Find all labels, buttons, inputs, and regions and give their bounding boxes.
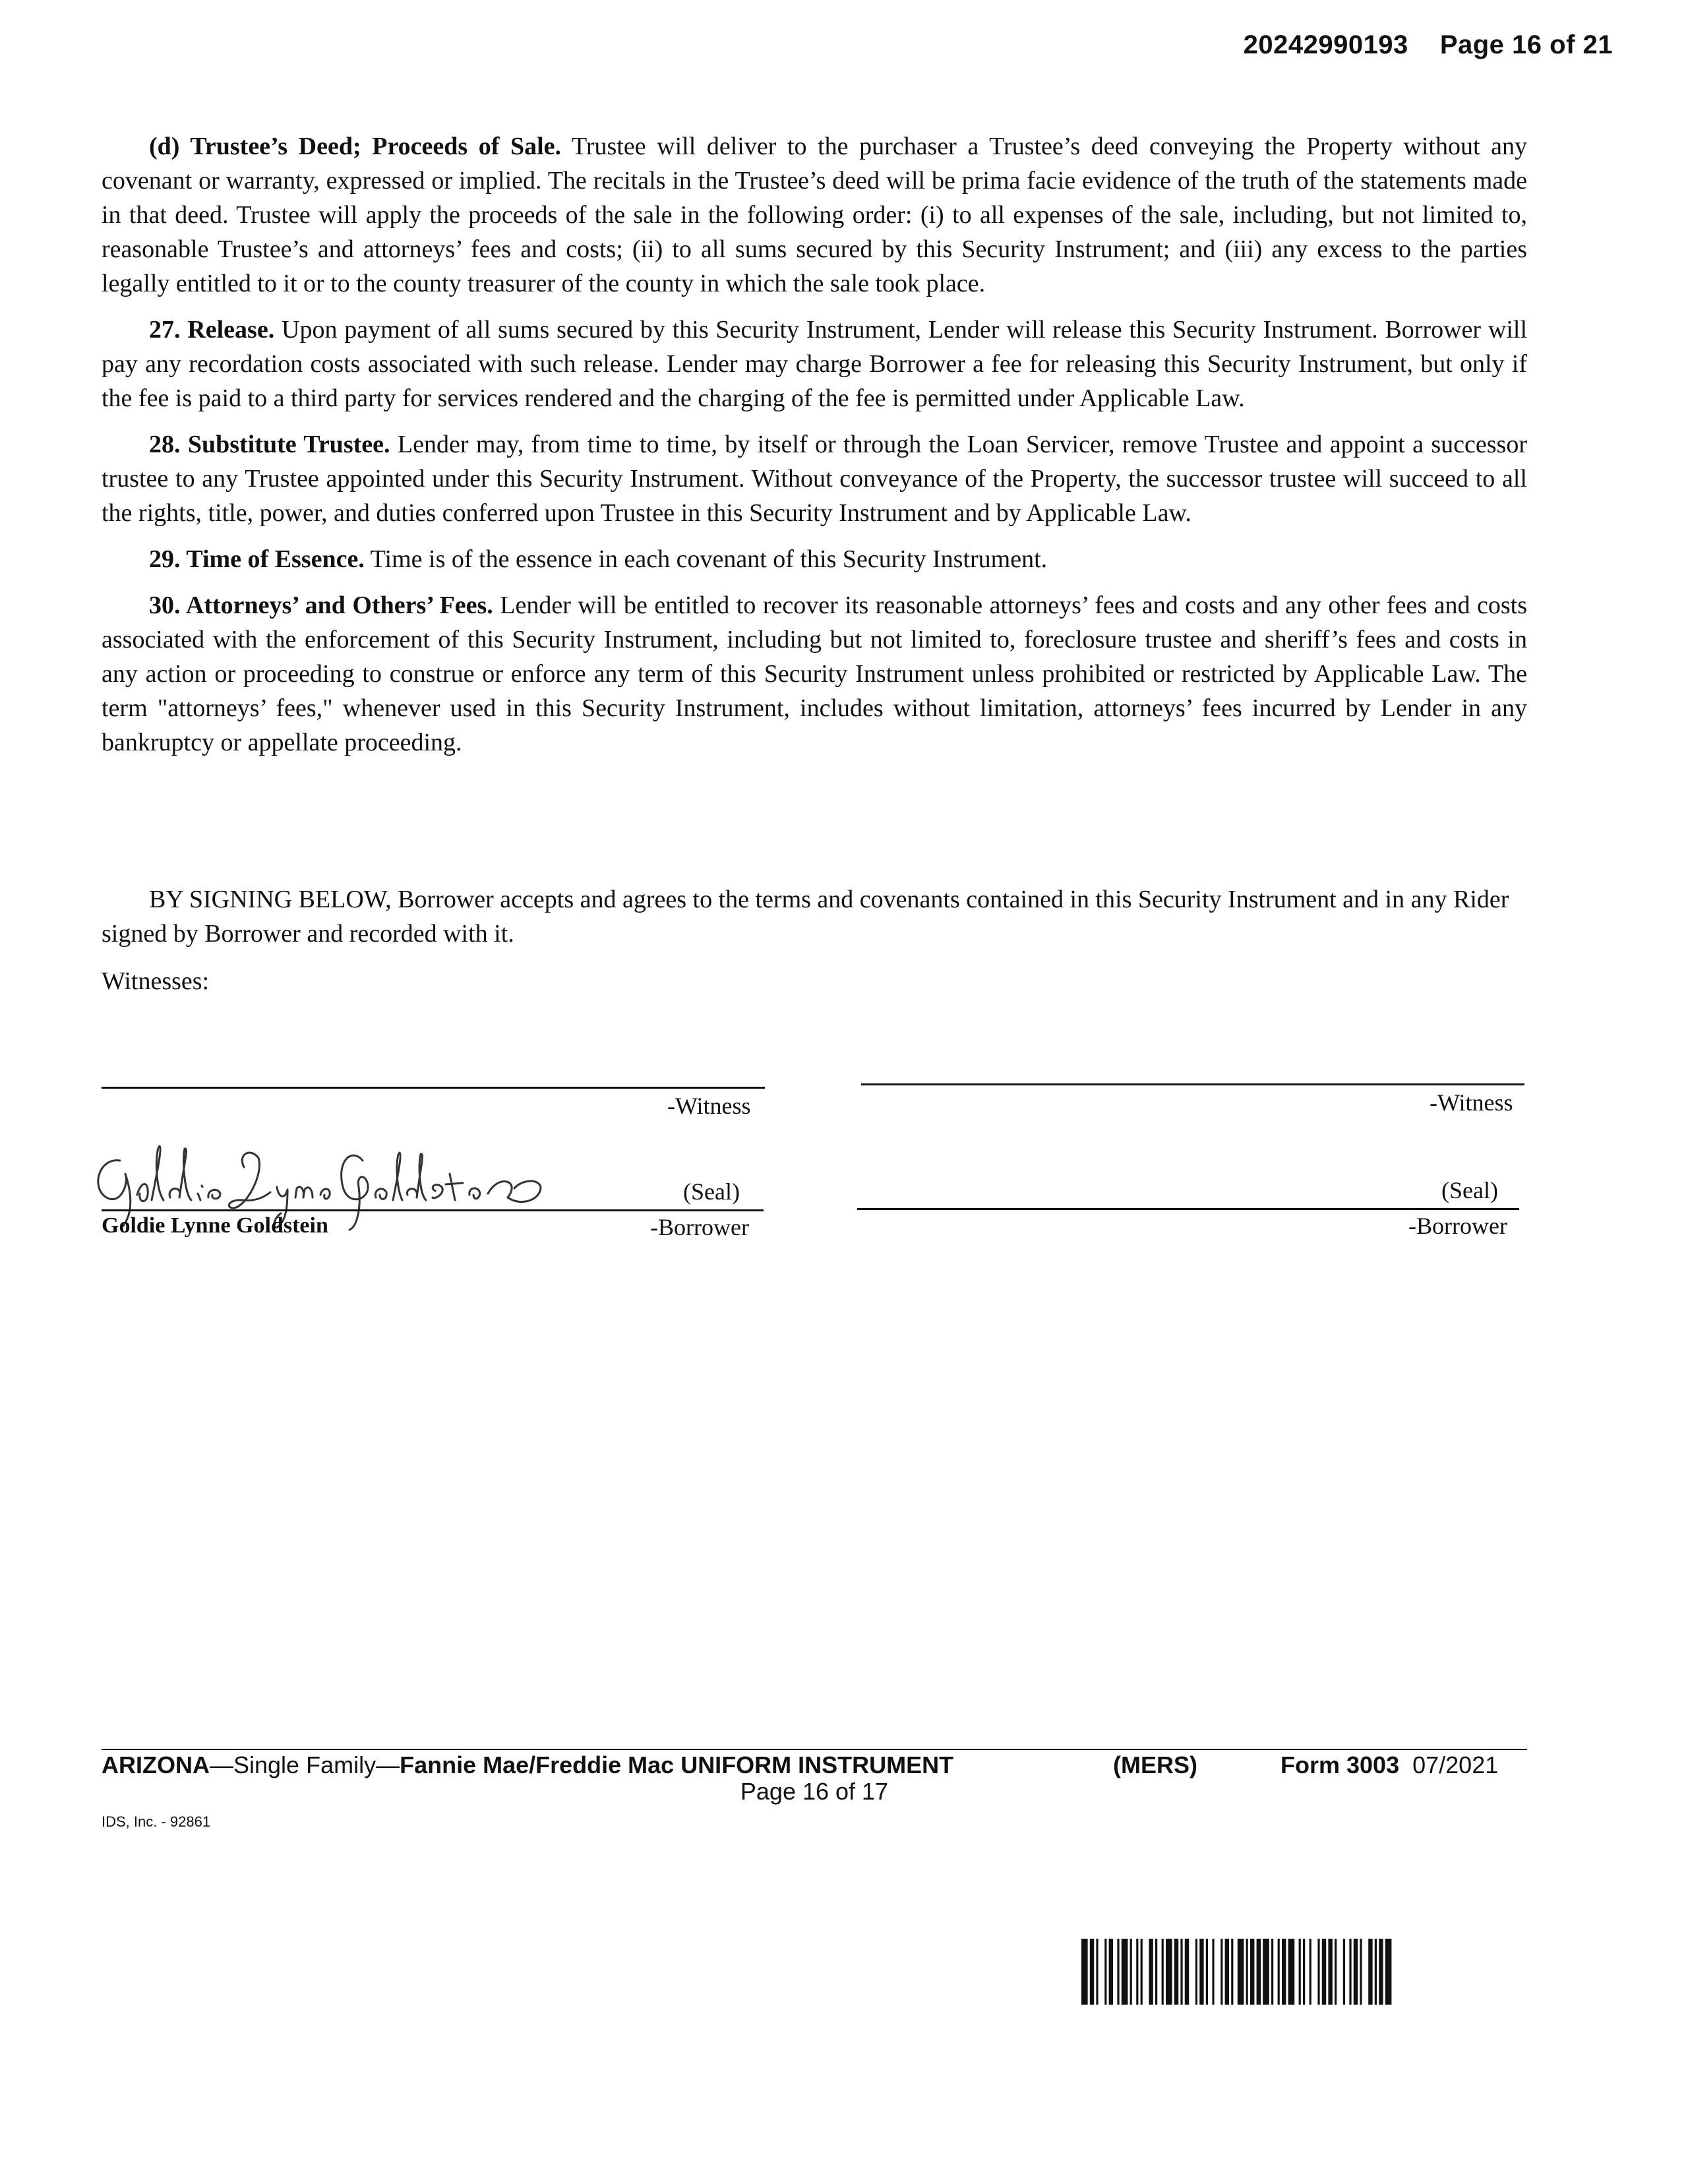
borrower-label-left: -Borrower — [650, 1214, 749, 1240]
seal-label-right: (Seal) — [1441, 1177, 1498, 1203]
recording-header — [1244, 30, 1613, 60]
paragraph-time-of-essence — [102, 542, 1527, 576]
paragraph-text: Lender will be entitled to recover its reasonable attorneys’ fees and costs and any other fees and costs associated with the enforcement of this Security Instrument, including but not limited to, foreclosure trustee and sheriff’s fees and costs in any action or proceeding to construe or enforce any term of this Security Instrument unless prohibited or restricted by Applicable Law. The term "attorneys’ fees," whenever used in this Security Instrument, includes without limitation, attorneys’ fees incurred by Lender in any bankruptcy or appellate proceeding. — [102, 592, 1528, 756]
barcode-bar — [1317, 1939, 1319, 2005]
footer-form-text: Form 3003 — [1281, 1751, 1400, 1778]
borrower-label-right: -Borrower — [1408, 1213, 1507, 1239]
barcode-bar — [1349, 1939, 1351, 2005]
footer-form-number — [1281, 1751, 1498, 1779]
footer-form-title — [102, 1751, 953, 1779]
seal-label-left: (Seal) — [683, 1178, 740, 1205]
barcode-bar — [1360, 1939, 1362, 2005]
barcode-bar — [1155, 1939, 1157, 2005]
barcode-bar — [1379, 1939, 1383, 2005]
footer-ids: IDS, Inc. - 92861 — [102, 1813, 211, 1830]
barcode-bar — [1322, 1939, 1326, 2005]
barcode-bar — [1174, 1939, 1178, 2005]
barcode-bar — [1328, 1939, 1332, 2005]
barcode-bar — [1117, 1939, 1119, 2005]
barcode-bar — [1299, 1939, 1301, 2005]
footer-rule — [102, 1749, 1527, 1750]
barcode-bar — [1136, 1939, 1138, 2005]
barcode-bar — [1231, 1939, 1233, 2005]
paragraph-text: Time is of the essence in each covenant of this Security Instrument. — [364, 545, 1048, 573]
barcode-bar — [1149, 1939, 1153, 2005]
witness-signature-line-left[interactable] — [102, 1087, 765, 1089]
footer-state: ARIZONA — [102, 1751, 210, 1778]
footer-mers — [1113, 1751, 1197, 1779]
signing-statement — [102, 882, 1527, 951]
barcode-bar — [1166, 1939, 1172, 2005]
barcode-bar — [1199, 1939, 1203, 2005]
witnesses-label: Witnesses: — [102, 967, 210, 995]
barcode-bar — [1343, 1939, 1345, 2005]
barcode-bar — [1096, 1939, 1098, 2005]
barcode-bar — [1246, 1939, 1248, 2005]
barcode-bar — [1185, 1939, 1189, 2005]
paragraph-text: Trustee will deliver to the purchaser a Trustee’s deed conveying the Property without any covenant or warranty, expressed or implied. The recitals in the Trustee’s deed will be prima facie evidence of the truth of the statements made in that deed. Trustee will apply the proceeds of the sale in the following order: (i) to all expenses of the sale, including, but not limited to, reasonable Trustee’s and attorneys’ fees and costs; (ii) to all sums secured by this Security Instrument; and (iii) any excess to the parties legally entitled to it or to the county treasurer of the county in which the sale took place. — [102, 133, 1527, 297]
paragraph-heading: 28. Substitute Trustee. — [149, 431, 390, 458]
barcode-bar — [1310, 1939, 1311, 2005]
barcode-bar — [1122, 1939, 1128, 2005]
footer-instrument: Fannie Mae/Freddie Mac UNIFORM INSTRUMENT — [400, 1751, 954, 1778]
recording-number: 20242990193 — [1243, 30, 1408, 59]
borrower-signature-line-right[interactable] — [857, 1208, 1519, 1210]
barcode-bar — [1130, 1939, 1132, 2005]
signing-statement-text: BY SIGNING BELOW, Borrower accepts and agrees to the terms and covenants contained in this Security Instrument and in any Rider signed by Borrower and recorded with it. — [102, 886, 1509, 948]
barcode-bar — [1104, 1939, 1106, 2005]
borrower-name: Goldie Lynne Goldstein — [102, 1213, 328, 1238]
barcode-bar — [1081, 1939, 1088, 2005]
paragraph-trustees-deed — [102, 129, 1527, 301]
barcode-bar — [1335, 1939, 1337, 2005]
barcode-bar — [1109, 1939, 1113, 2005]
witness-signature-line-right[interactable] — [861, 1083, 1524, 1085]
barcode-bar — [1288, 1939, 1295, 2005]
paragraph-heading: 27. Release. — [149, 316, 275, 344]
barcode-bar — [1180, 1939, 1182, 2005]
barcode-bar — [1206, 1939, 1208, 2005]
barcode-bar — [1250, 1939, 1254, 2005]
barcode-bar — [1385, 1939, 1392, 2005]
barcode-bar — [1162, 1939, 1164, 2005]
barcode-bar — [1282, 1939, 1286, 2005]
witness-label-right: -Witness — [1430, 1089, 1513, 1116]
paragraph-heading: 30. Attorneys’ and Others’ Fees. — [149, 592, 493, 619]
barcode-bar — [1257, 1939, 1261, 2005]
recording-page-label: Page 16 of 21 — [1439, 30, 1613, 59]
barcode-bar — [1278, 1939, 1280, 2005]
barcode-bar — [1221, 1939, 1222, 2005]
barcode-bar — [1354, 1939, 1358, 2005]
paragraph-heading: 29. Time of Essence. — [149, 545, 365, 573]
borrower-signature-line-left[interactable] — [102, 1209, 764, 1211]
footer-type: —Single Family— — [210, 1751, 400, 1778]
paragraph-heading: (d) Trustee’s Deed; Proceeds of Sale. — [149, 133, 562, 160]
document-body — [102, 129, 1527, 772]
barcode-bar — [1375, 1939, 1377, 2005]
paragraph-attorneys-fees — [102, 588, 1527, 760]
paragraph-release — [102, 313, 1527, 415]
barcode-bar — [1195, 1939, 1197, 2005]
barcode-bar — [1238, 1939, 1244, 2005]
barcode-bar — [1225, 1939, 1229, 2005]
barcode-bar — [1263, 1939, 1269, 2005]
barcode-bar — [1271, 1939, 1273, 2005]
barcode-bar — [1212, 1939, 1214, 2005]
footer-form-date: 07/2021 — [1412, 1751, 1499, 1778]
footer-mers-text: (MERS) — [1113, 1751, 1197, 1778]
barcode — [1081, 1939, 1523, 2008]
barcode-bar — [1368, 1939, 1372, 2005]
barcode-bar — [1303, 1939, 1305, 2005]
barcode-bar — [1090, 1939, 1094, 2005]
paragraph-text: Upon payment of all sums secured by this Security Instrument, Lender will release this Security Instrument. Borrower will pay any recordation costs associated with such release. Lender may charge Borrower a fee for releasing this Security Instrument, but only if the fee is paid to a third party for services rendered and the charging of the fee is permitted under Applicable Law. — [102, 316, 1527, 412]
footer-page-number: Page 16 of 17 — [740, 1778, 889, 1805]
witness-label-left: -Witness — [667, 1093, 751, 1119]
paragraph-substitute-trustee — [102, 427, 1527, 530]
paragraph-text: Lender may, from time to time, by itself or through the Loan Servicer, remove Trustee and appoint a successor trustee to any Trustee appointed under this Security Instrument. Without conveyance of the Property, the successor trustee will succeed to all the rights, title, power, and duties conferred upon Trustee in this Security Instrument and by Applicable Law. — [102, 431, 1527, 527]
barcode-bar — [1141, 1939, 1143, 2005]
